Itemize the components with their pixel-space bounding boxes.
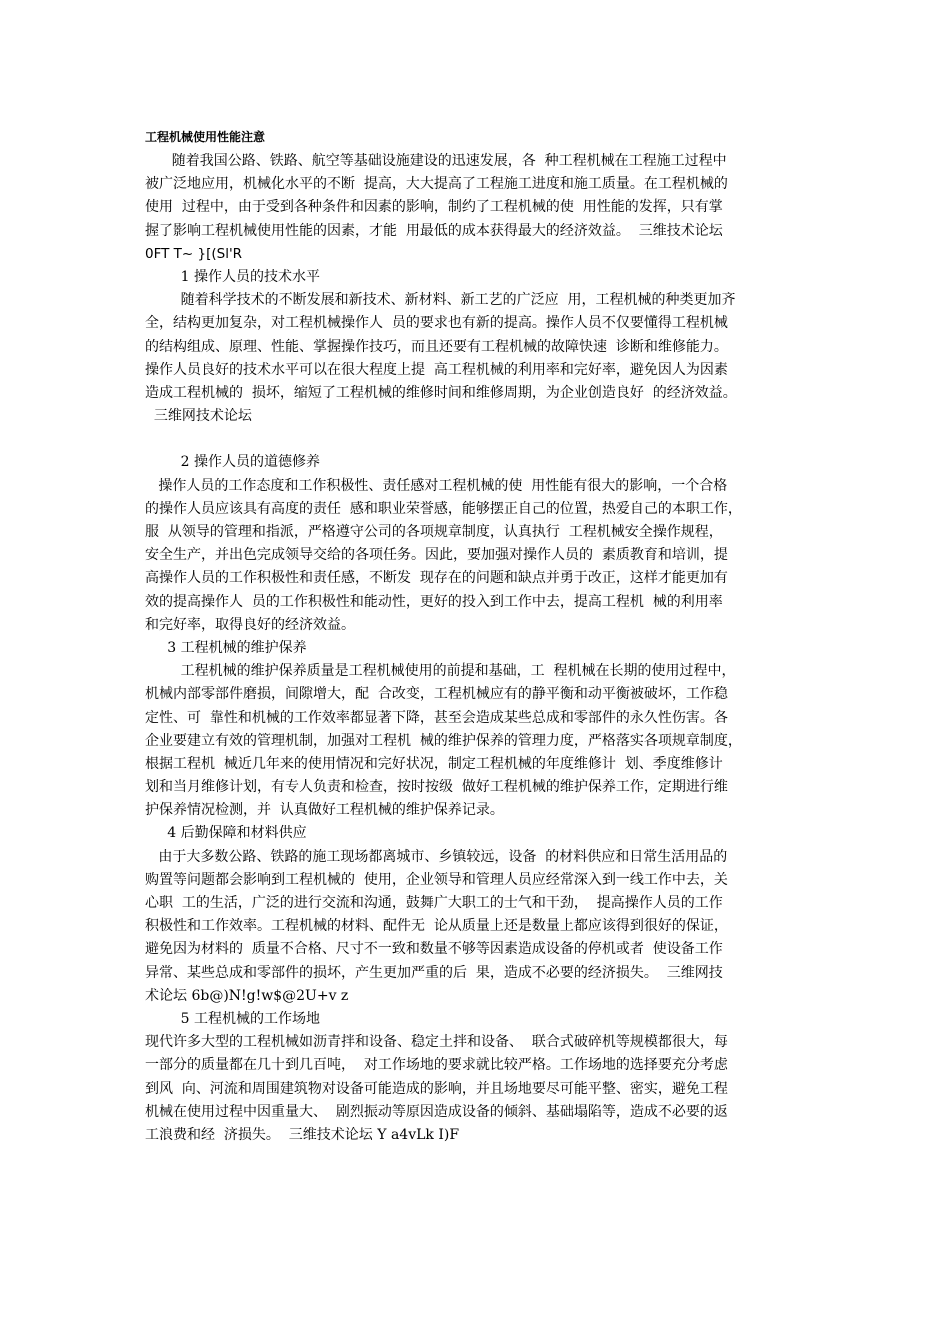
text-line: 1 操作人员的技术水平	[145, 268, 320, 285]
text-line: 到风 向、河流和周围建筑物对设备可能造成的影响，并且场地要尽可能平整、密实，避免工程	[145, 1080, 728, 1097]
text-line: 心职 工的生活，广泛的进行交流和沟通，鼓舞广大职工的士气和干劲， 提高操作人员的工作	[145, 895, 723, 911]
text-line: 划和当月维修计划，有专人负责和检查，按时按级 做好工程机械的维护保养工作，定期进行维	[145, 779, 728, 796]
text-line: 术论坛 6b@)N!g!w$@2U+v z	[145, 987, 349, 1004]
text-line: 定性、可 靠性和机械的工作效率都显著下降，甚至会造成某些总成和零部件的永久性伤害。各	[145, 709, 728, 726]
text-line: 安全生产，并出色完成领导交给的各项任务。因此，要加强对操作人员的 素质教育和培训，提	[145, 547, 728, 564]
text-line: 操作人员良好的技术水平可以在很大程度上提 高工程机械的利用率和完好率，避免因人为因素	[145, 361, 728, 378]
text-line: 操作人员的工作态度和工作积极性、责任感对工程机械的使 用性能有很大的影响，一个合格	[145, 477, 728, 494]
document-body	[145, 150, 815, 1147]
text-line: 三维网技术论坛	[145, 408, 252, 425]
text-line: 机械内部零部件磨损，间隙增大，配 合改变，工程机械应有的静平衡和动平衡被破坏，工作稳	[145, 686, 728, 703]
text-line: 4 后勤保障和材料供应	[145, 825, 307, 842]
text-line: 服 从领导的管理和指派，严格遵守公司的各项规章制度，认真执行 工程机械安全操作规程，	[145, 524, 723, 540]
text-line: 3 工程机械的维护保养	[145, 639, 307, 656]
blank-line	[145, 428, 815, 451]
text-line: 被广泛地应用，机械化水平的不断 提高，大大提高了工程施工进度和施工质量。在工程机械的	[145, 176, 728, 193]
text-line: 全，结构更加复杂，对工程机械操作人 员的要求也有新的提高。操作人员不仅要懂得工程机械	[145, 315, 728, 332]
text-line: 的结构组成、原理、性能、掌握操作技巧，而且还要有工程机械的故障快速 诊断和维修能力。	[145, 338, 728, 355]
text-line: 由于大多数公路、铁路的施工现场都离城市、乡镇较远，设备 的材料供应和日常生活用品的	[145, 848, 728, 865]
text-line: 一部分的质量都在几十到几百吨， 对工作场地的要求就比较严格。工作场地的选择要充分考虑	[145, 1057, 728, 1074]
text-line: 避免因为材料的 质量不合格、尺寸不一致和数量不够等因素造成设备的停机或者 使设备工作	[145, 941, 723, 958]
text-line: 效的提高操作人 员的工作积极性和能动性，更好的投入到工作中去，提高工程机 械的利用率	[145, 593, 723, 610]
document-title: 工程机械使用性能注意	[145, 130, 266, 144]
text-line: 高操作人员的工作积极性和责任感，不断发 现存在的问题和缺点并勇于改正，这样才能更加有	[145, 570, 728, 587]
text-line: 积极性和工作效率。工程机械的材料、配件无 论从质量上还是数量上都应该得到很好的保证，	[145, 918, 728, 935]
text-line: 0FT T~ }[(Sl'R	[145, 245, 243, 262]
text-line: 的操作人员应该具有高度的责任 感和职业荣誉感，能够摆正自己的位置，热爱自己的本职工作，	[145, 500, 742, 517]
text-line: 握了影响工程机械使用性能的因素，才能 用最低的成本获得最大的经济效益。 三维技术论坛	[145, 222, 723, 239]
text-line: 购置等问题都会影响到工程机械的 使用，企业领导和管理人员应经常深入到一线工作中去，关	[145, 871, 728, 888]
text-line: 根据工程机 械近几年来的使用情况和完好状况，制定工程机械的年度维修计 划、季度维修计	[145, 755, 723, 772]
text-line: 工程机械的维护保养质量是工程机械使用的前提和基础，工 程机械在长期的使用过程中，	[145, 663, 736, 680]
text-line: 现代许多大型的工程机械如沥青拌和设备、稳定土拌和设备、 联合式破碎机等规模都很大，每	[145, 1034, 728, 1051]
text-line: 异常、某些总成和零部件的损坏，产生更加严重的后 果，造成不必要的经济损失。 三维网技	[145, 964, 723, 981]
text-line: 5 工程机械的工作场地	[145, 1010, 320, 1027]
document-page	[145, 128, 815, 1147]
text-line: 随着我国公路、铁路、航空等基础设施建设的迅速发展，各 种工程机械在工程施工过程中	[145, 153, 727, 169]
text-line: 使用 过程中，由于受到各种条件和因素的影响，制约了工程机械的使 用性能的发挥，只有掌	[145, 199, 723, 216]
text-line: 2 操作人员的道德修养	[145, 454, 320, 471]
text-line: 工浪费和经 济损失。 三维技术论坛 Y a4vLk I)F	[145, 1126, 460, 1143]
text-line: 和完好率，取得良好的经济效益。	[145, 616, 355, 633]
text-line: 造成工程机械的 损坏，缩短了工程机械的维修时间和维修周期，为企业创造良好 的经济效益。	[145, 384, 737, 401]
text-line: 护保养情况检测，并 认真做好工程机械的维护保养记录。	[145, 802, 504, 819]
text-line: 企业要建立有效的管理机制，加强对工程机 械的维护保养的管理力度，严格落实各项规章制度，	[145, 732, 742, 749]
text-line: 随着科学技术的不断发展和新技术、新材料、新工艺的广泛应 用，工程机械的种类更加齐	[145, 292, 736, 309]
text-line: 机械在使用过程中因重量大、 剧烈振动等原因造成设备的倾斜、基础塌陷等，造成不必要的返	[145, 1103, 728, 1120]
